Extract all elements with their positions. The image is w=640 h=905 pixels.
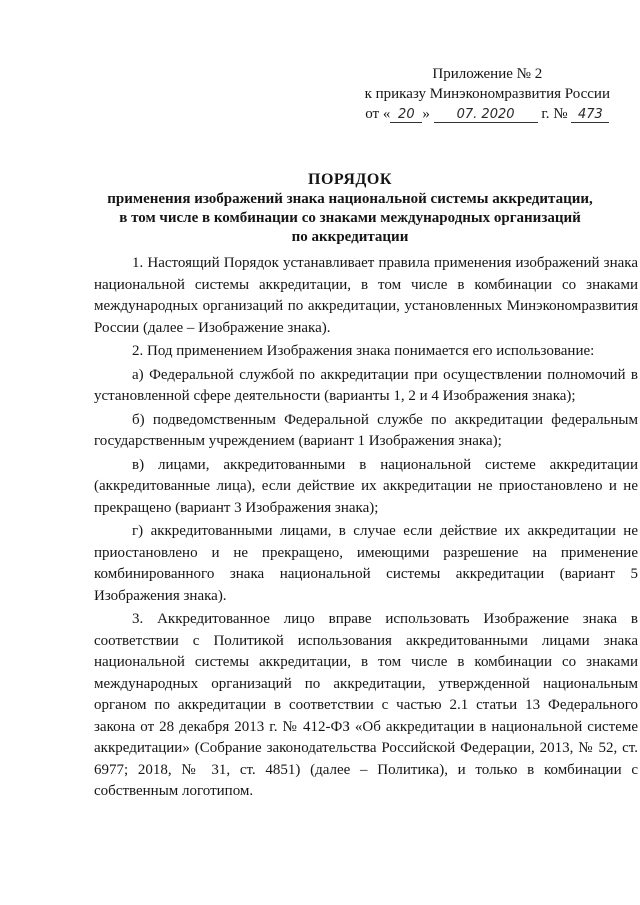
appendix-number: Приложение № 2 bbox=[432, 66, 543, 82]
handwritten-date: 07. 2020 bbox=[434, 108, 538, 123]
document-title bbox=[60, 170, 640, 247]
year-number-label: г. № bbox=[541, 106, 568, 122]
paragraph-2c: в) лицами, аккредитованными в национальной системе аккредитации (аккредитованные лица), если действие их аккредитации не приостановлено и не прекращено (вариант 3 Изображения знака); bbox=[94, 456, 638, 516]
paragraph-2: 2. Под применением Изображения знака понимается его использование: bbox=[132, 343, 595, 359]
title-subtitle-line2: в том числе в комбинации со знаками международных организаций bbox=[119, 210, 581, 226]
day-close-quote: » bbox=[422, 106, 430, 122]
document-body bbox=[94, 253, 638, 803]
paragraph-2b: б) подведомственным Федеральной службе по аккредитации федеральным государственным учреждением (вариант 1 Изображения знака); bbox=[94, 411, 638, 449]
appendix-header bbox=[365, 64, 610, 124]
appendix-date-line bbox=[365, 104, 610, 124]
paragraph-3: 3. Аккредитованное лицо вправе использовать Изображение знака в соответствии с Политикой использования аккредитованными лицами знака национальной системы аккредитации, в том числе в комбинации со знаками международных организаций по аккредитации, утвержденной национальным органом по аккредитации в соответствии с частью 2.1 статьи 13 Федерального закона от 28 декабря 2013 г. № 412-ФЗ «Об аккредитации в национальной системе аккредитации» (Собрание законодательства Российской Федерации, 2013, № 52, ст. 6977; 2018, № 31, ст. 4851) (далее – Политика), и только в комбинации с собственным логотипом. bbox=[94, 611, 638, 799]
title-heading: ПОРЯДОК bbox=[308, 171, 392, 188]
appendix-order-ref: к приказу Минэкономразвития России bbox=[364, 86, 610, 102]
paragraph-2d: г) аккредитованными лицами, в случае если действие их аккредитации не приостановлено и не прекращено, имеющими разрешение на применение комбинированного знака национальной системы аккредитации (вариант 5 Изображения знака). bbox=[94, 523, 638, 604]
title-subtitle-line1: применения изображений знака национальной системы аккредитации, bbox=[107, 191, 593, 207]
handwritten-day: 20 bbox=[390, 108, 422, 123]
title-subtitle-line3: по аккредитации bbox=[291, 229, 409, 245]
paragraph-2a: а) Федеральной службой по аккредитации при осуществлении полномочий в установленной сфере деятельности (варианты 1, 2 и 4 Изображения знака); bbox=[94, 366, 638, 404]
from-label: от « bbox=[365, 106, 391, 122]
handwritten-order-number: 473 bbox=[571, 108, 609, 123]
paragraph-1: 1. Настоящий Порядок устанавливает правила применения изображений знака национальной системы аккредитации, в том числе в комбинации со знаками международных организаций по аккредитации, установленных Минэкономразвития России (далее – Изображение знака). bbox=[94, 255, 638, 336]
